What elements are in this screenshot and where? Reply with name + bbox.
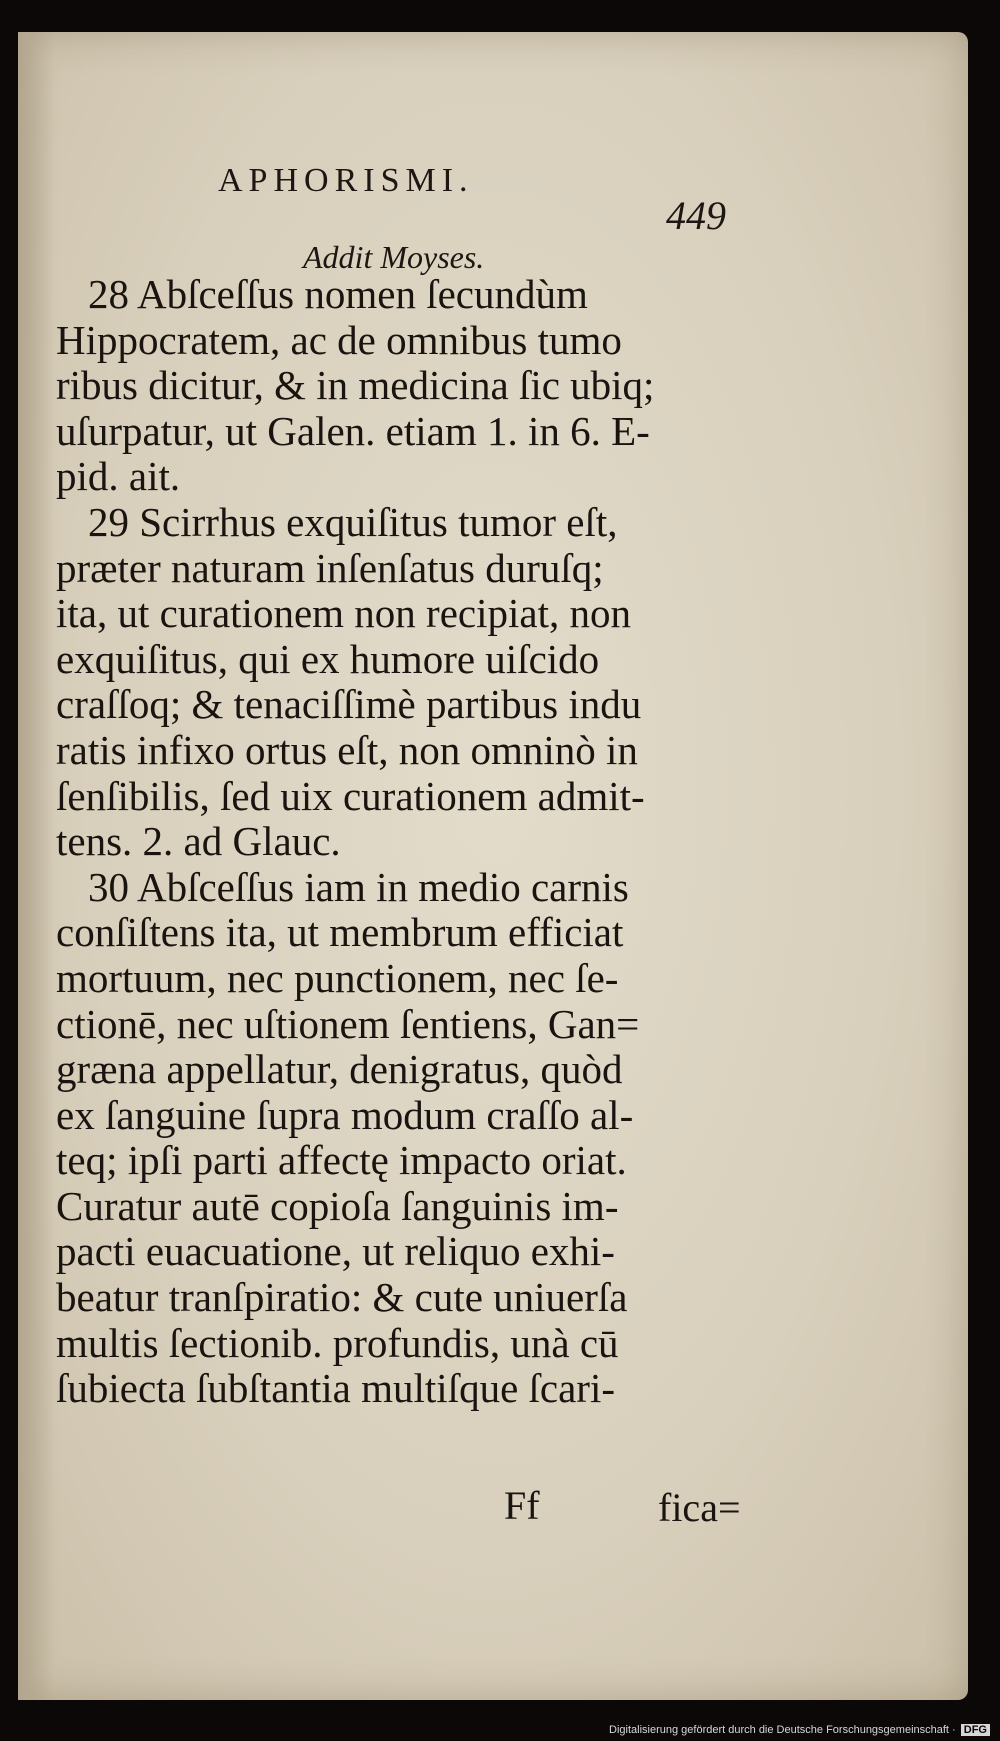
text-line: 30 Abſceſſus iam in medio carnis <box>88 863 629 910</box>
text-line: uſurpatur, ut Galen. etiam 1. in 6. E- <box>56 407 650 454</box>
text-line: ratis infixo ortus eſt, non omninò in <box>56 726 638 773</box>
text-line: ex ſanguine ſupra modum craſſo al- <box>56 1091 634 1138</box>
digitization-credit-text: Digitalisierung gefördert durch die Deutsche Forschungsgemeinschaft · <box>609 1724 956 1736</box>
text-line: tens. 2. ad Glauc. <box>56 818 341 865</box>
text-line: beatur tranſpiratio: & cute uniuerſa <box>56 1274 628 1321</box>
text-line: conſiſtens ita, ut membrum efficiat <box>56 909 624 956</box>
text-line: ſubiecta ſubſtantia multiſque ſcari- <box>56 1365 616 1412</box>
text-line: teq; ipſi parti affectę impacto oriat. <box>56 1137 627 1184</box>
text-line: pacti euacuatione, ut reliquo exhi- <box>56 1228 615 1275</box>
section-note: Addit Moyses. <box>303 239 485 275</box>
text-line: ita, ut curationem non recipiat, non <box>56 590 631 637</box>
text-line: 29 Scirrhus exquiſitus tumor eſt, <box>88 498 618 545</box>
signature-mark: Ff <box>504 1483 540 1528</box>
running-head: APHORISMI. <box>218 162 474 199</box>
text-line: præter naturam inſenſatus duruſq; <box>56 544 604 591</box>
body-text <box>56 272 756 1412</box>
text-line: ctionē, nec uſtionem ſentiens, Gan= <box>56 1000 640 1047</box>
text-line: 28 Abſceſſus nomen ſecundùm <box>88 271 588 317</box>
text-line: exquiſitus, qui ex humore uiſcido <box>56 635 600 682</box>
text-line: pid. ait. <box>56 453 181 500</box>
page-gutter-shadow <box>18 32 54 1700</box>
text-line: Hippocratem, ac de omnibus tumo <box>56 316 622 363</box>
catchword: fica= <box>658 1485 741 1530</box>
text-line: craſſoq; & tenaciſſimè partibus indu <box>56 681 642 728</box>
text-line: Curatur autē copioſa ſanguinis im- <box>56 1182 619 1229</box>
dfg-logo: DFG <box>961 1724 990 1736</box>
digitization-credit <box>609 1724 990 1736</box>
text-line: mortuum, nec punctionem, nec ſe- <box>56 954 619 1001</box>
text-line: ribus dicitur, & in medicina ſic ubiq; <box>56 362 655 409</box>
page-number: 449 <box>666 193 726 238</box>
text-line: græna appellatur, denigratus, quòd <box>56 1046 623 1093</box>
book-page <box>18 32 968 1700</box>
text-line: multis ſectionib. profundis, unà cū <box>56 1319 619 1366</box>
text-line: ſenſibilis, ſed uix curationem admit- <box>56 772 645 819</box>
